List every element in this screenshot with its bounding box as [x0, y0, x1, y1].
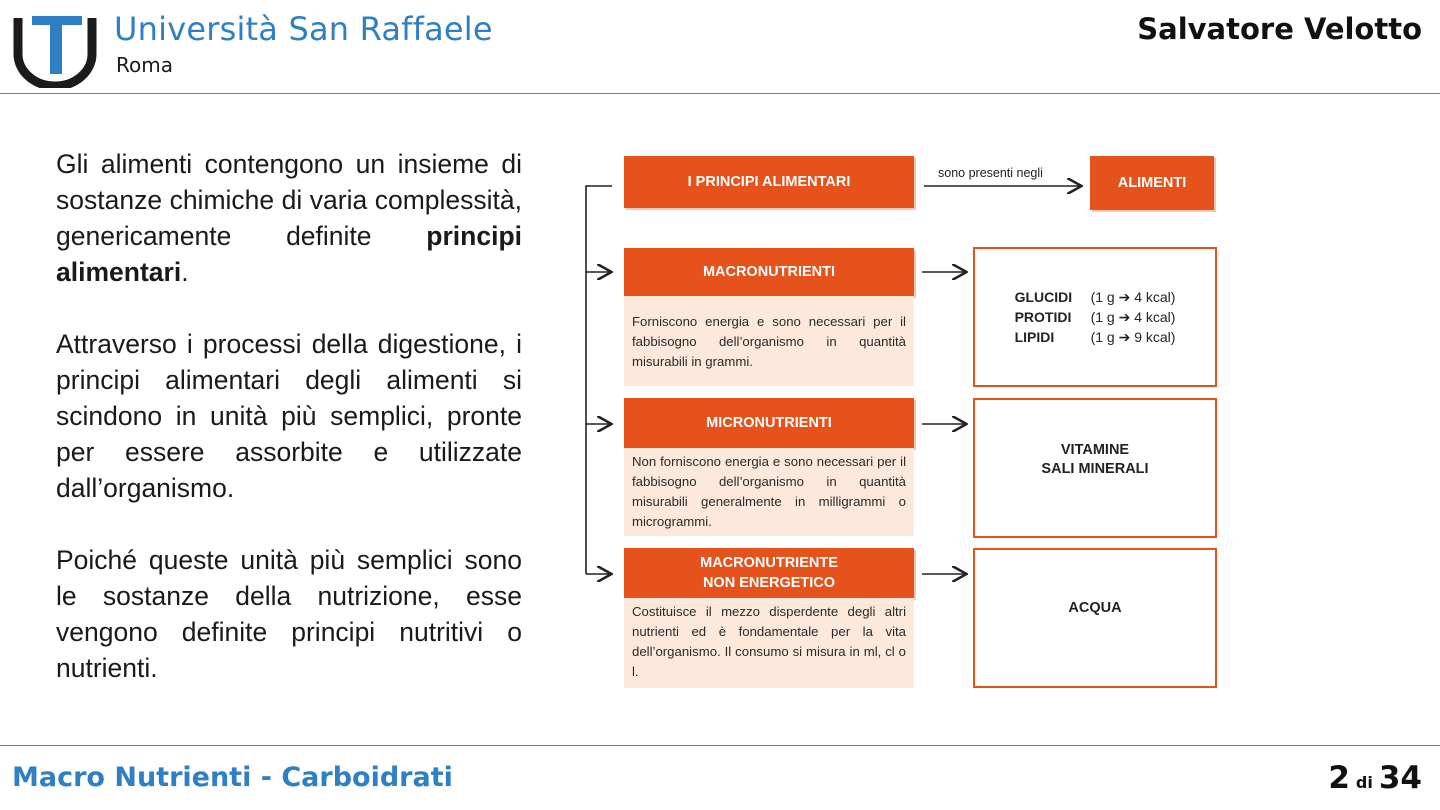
- principi-alimentari-box: I PRINCIPI ALIMENTARI: [624, 156, 914, 208]
- nutrient-row: [1015, 327, 1176, 347]
- university-name: Università San Raffaele: [114, 10, 493, 48]
- nutrient-name: PROTIDI: [1014, 309, 1072, 325]
- micronutrienti-title: MICRONUTRIENTI: [624, 398, 914, 448]
- macronutriente-non-energetico-title: [624, 548, 914, 598]
- macronutrienti-desc: Forniscono energia e sono necessari per il fabbisogno dell’organismo in quantità misurabili in grammi.: [624, 296, 914, 386]
- total-pages: 34: [1378, 760, 1422, 796]
- sali-minerali-label: SALI MINERALI: [1041, 461, 1149, 477]
- nutrient-row: [1015, 287, 1176, 307]
- paragraph-1-end: .: [181, 257, 189, 287]
- header-divider: [0, 93, 1440, 94]
- nutrient-name: LIPIDI: [1014, 329, 1055, 345]
- vitamine-label: VITAMINE: [1060, 442, 1130, 458]
- current-page: 2: [1328, 760, 1350, 796]
- micronutrienti-desc: Non forniscono energia e sono necessari per il fabbisogno dell’organismo in quantità misurabili generalmente in milligrammi o microgrammi.: [624, 448, 914, 536]
- micronutrienti-output-text: [1041, 441, 1148, 479]
- macronutrienti-title: MACRONUTRIENTI: [624, 248, 914, 296]
- macronutrienti-list: [1015, 287, 1176, 347]
- water-title-line-1: MACRONUTRIENTE: [700, 555, 838, 571]
- nutrient-value: (1 g ➔ 9 kcal): [1090, 329, 1176, 345]
- alimenti-box: ALIMENTI: [1090, 156, 1214, 210]
- slide-header: [0, 0, 1440, 94]
- nutrient-value: (1 g ➔ 4 kcal): [1090, 289, 1176, 305]
- macronutriente-non-energetico-desc: Costituisce il mezzo disperdente degli altri nutrienti ed è fondamentale per la vita dell’organismo. Il consumo si misura in ml, cl o l.: [624, 598, 914, 688]
- page-number: [1328, 760, 1422, 796]
- nutrient-name: GLUCIDI: [1014, 289, 1073, 305]
- footer-divider: [0, 745, 1440, 746]
- paragraph-2: Attraverso i processi della digestione, i principi alimentari degli alimenti si scindono in unità più semplici, pronte per essere assorbite e utilizzate dall’organismo.: [56, 329, 522, 503]
- nutrient-value: (1 g ➔ 4 kcal): [1090, 309, 1176, 325]
- paragraph-1: [56, 146, 522, 290]
- paragraph-1-bold: principi alimentari: [56, 221, 522, 287]
- nutrients-diagram: [578, 150, 1228, 695]
- page-separator: di: [1355, 773, 1373, 792]
- body-text: [56, 146, 522, 722]
- acqua-output: ACQUA: [973, 548, 1217, 688]
- paragraph-1-text: Gli alimenti contengono un insieme di sostanze chimiche di varia complessità, genericamente definite: [56, 149, 522, 251]
- university-logo-icon: [12, 10, 98, 88]
- micronutrienti-output: [973, 398, 1217, 538]
- arrow-label: sono presenti negli: [938, 166, 1043, 180]
- footer-title: Macro Nutrienti - Carboidrati: [12, 762, 453, 793]
- paragraph-3: Poiché queste unità più semplici sono le sostanze della nutrizione, esse vengono definite principi nutritivi o nutrienti.: [56, 545, 522, 683]
- nutrient-row: [1015, 307, 1176, 327]
- author-name: Salvatore Velotto: [1137, 12, 1422, 46]
- water-title-line-2: NON ENERGETICO: [702, 575, 836, 591]
- university-city: Roma: [116, 53, 173, 77]
- macronutrienti-output: [973, 247, 1217, 387]
